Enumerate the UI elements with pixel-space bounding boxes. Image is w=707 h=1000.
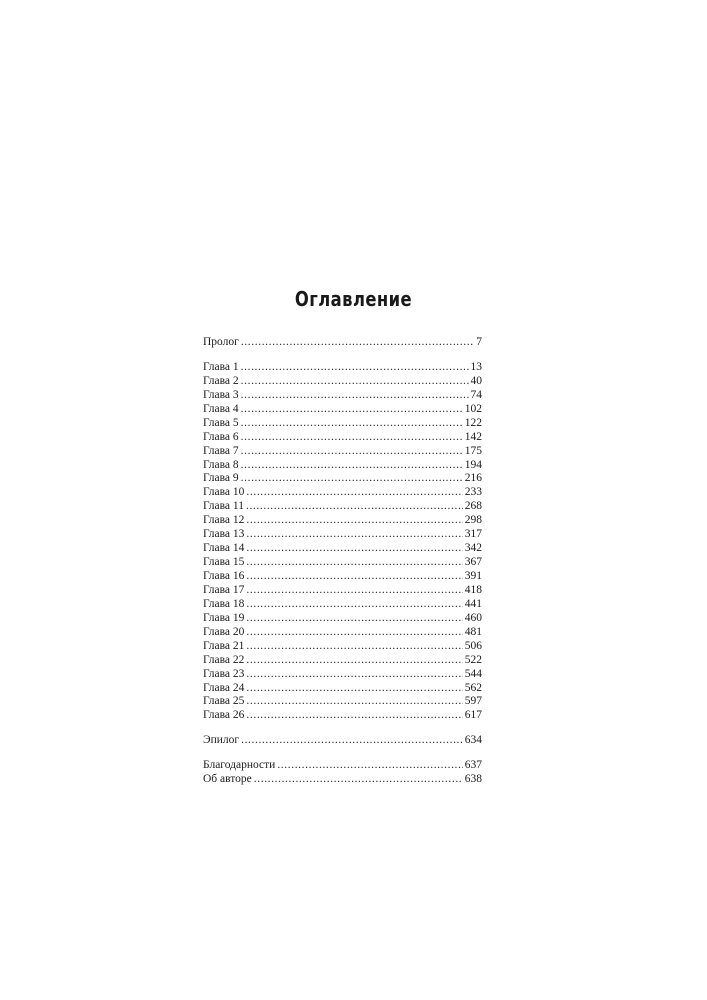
- toc-entry-page: 481: [464, 625, 482, 638]
- dot-leader: [246, 640, 462, 654]
- toc-entry-chapter[interactable]: [203, 612, 482, 626]
- toc-entry-chapter[interactable]: [203, 668, 482, 682]
- toc-entry-page: 298: [464, 514, 482, 527]
- toc-entry-page: 102: [464, 402, 482, 415]
- toc-entry-page: 367: [464, 556, 482, 569]
- toc-entry-label: Глава 13: [203, 528, 245, 541]
- dot-leader: [241, 734, 463, 748]
- toc-entry-page: 634: [464, 734, 482, 747]
- toc-entry-label: Глава 22: [203, 653, 245, 666]
- toc-entry-about-author[interactable]: [203, 773, 482, 787]
- toc-entry-page: 216: [464, 472, 482, 485]
- toc-entry-chapter[interactable]: [203, 459, 482, 473]
- toc-entry-label: Глава 26: [203, 709, 245, 722]
- toc-entry-page: 597: [464, 695, 482, 708]
- toc-entry-label: Глава 11: [203, 500, 244, 513]
- dot-leader: [254, 773, 463, 787]
- dot-leader: [246, 626, 462, 640]
- toc-entry-label: Глава 14: [203, 542, 245, 555]
- dot-leader: [277, 759, 462, 773]
- toc-entry-label: Глава 1: [203, 360, 239, 373]
- toc-entry-page: 74: [470, 388, 482, 401]
- toc-entry-chapter[interactable]: [203, 709, 482, 723]
- toc-entry-page: 13: [470, 360, 482, 373]
- toc-entry-chapter[interactable]: [203, 389, 482, 403]
- toc-entry-chapter[interactable]: [203, 500, 482, 514]
- toc-entry-page: 7: [476, 336, 482, 348]
- toc-entry-label: Глава 6: [203, 430, 239, 443]
- toc-entry-chapter[interactable]: [203, 682, 482, 696]
- dot-leader: [246, 528, 462, 542]
- toc-entry-chapter[interactable]: [203, 445, 482, 459]
- dot-leader: [241, 336, 474, 350]
- toc-entry-page: 544: [464, 667, 482, 680]
- toc-entry-epilogue[interactable]: [203, 734, 482, 748]
- toc-entry-label: Глава 25: [203, 695, 245, 708]
- page-title: Оглавление: [294, 287, 413, 311]
- toc-entry-chapter[interactable]: [203, 654, 482, 668]
- toc-entry-label: Глава 4: [203, 402, 239, 415]
- toc-entry-label: Глава 19: [203, 611, 245, 624]
- prologue-section: [203, 336, 482, 350]
- dot-leader: [246, 570, 462, 584]
- toc-entry-label: Глава 17: [203, 583, 245, 596]
- toc-entry-label: Пролог: [203, 336, 239, 348]
- toc-entry-page: 637: [464, 759, 482, 772]
- toc-entry-label: Глава 10: [203, 486, 245, 499]
- dot-leader: [241, 375, 469, 389]
- toc-entry-page: 122: [464, 416, 482, 429]
- toc-entry-chapter[interactable]: [203, 375, 482, 389]
- toc-entry-chapter[interactable]: [203, 584, 482, 598]
- toc-entry-chapter[interactable]: [203, 570, 482, 584]
- toc-entry-label: Глава 3: [203, 388, 239, 401]
- toc-entry-chapter[interactable]: [203, 417, 482, 431]
- toc-entry-page: 391: [464, 570, 482, 582]
- toc-entry-label: Глава 18: [203, 597, 245, 610]
- toc-entry-label: Глава 15: [203, 556, 245, 569]
- dot-leader: [246, 584, 462, 598]
- dot-leader: [241, 417, 463, 431]
- back-matter-section: [203, 759, 482, 787]
- table-of-contents: [203, 336, 482, 787]
- toc-entry-chapter[interactable]: [203, 514, 482, 528]
- toc-entry-chapter[interactable]: [203, 431, 482, 445]
- dot-leader: [241, 403, 463, 417]
- toc-entry-chapter[interactable]: [203, 542, 482, 556]
- toc-entry-label: Эпилог: [203, 734, 240, 747]
- toc-entry-chapter[interactable]: [203, 528, 482, 542]
- dot-leader: [241, 361, 469, 375]
- toc-entry-chapter[interactable]: [203, 598, 482, 612]
- dot-leader: [241, 472, 463, 486]
- toc-entry-page: 233: [464, 486, 482, 499]
- dot-leader: [246, 514, 462, 528]
- dot-leader: [246, 654, 462, 668]
- toc-entry-label: Глава 12: [203, 514, 245, 527]
- toc-entry-page: 418: [464, 583, 482, 596]
- toc-entry-chapter[interactable]: [203, 403, 482, 417]
- dot-leader: [246, 709, 462, 723]
- toc-entry-page: 175: [464, 444, 482, 457]
- toc-entry-page: 317: [464, 528, 482, 541]
- toc-entry-label: Глава 21: [203, 639, 245, 652]
- dot-leader: [241, 459, 463, 473]
- dot-leader: [246, 598, 462, 612]
- toc-entry-page: 506: [464, 639, 482, 652]
- toc-entry-chapter[interactable]: [203, 556, 482, 570]
- toc-entry-label: Глава 23: [203, 667, 245, 680]
- chapters-section: [203, 361, 482, 723]
- toc-entry-page: 441: [464, 597, 482, 610]
- toc-entry-page: 194: [464, 458, 482, 471]
- toc-entry-label: Глава 9: [203, 472, 239, 485]
- toc-entry-page: 40: [470, 374, 482, 387]
- toc-entry-chapter[interactable]: [203, 640, 482, 654]
- dot-leader: [246, 682, 462, 696]
- toc-entry-label: Глава 5: [203, 416, 239, 429]
- toc-entry-chapter[interactable]: [203, 486, 482, 500]
- dot-leader: [246, 500, 463, 514]
- toc-entry-acknowledgements[interactable]: [203, 759, 482, 773]
- toc-entry-chapter[interactable]: [203, 626, 482, 640]
- toc-entry-page: 460: [464, 611, 482, 624]
- dot-leader: [246, 542, 462, 556]
- toc-entry-prologue[interactable]: [203, 336, 482, 350]
- toc-entry-page: 522: [464, 653, 482, 666]
- toc-entry-page: 342: [464, 542, 482, 555]
- toc-entry-label: Глава 8: [203, 458, 239, 471]
- toc-entry-label: Глава 20: [203, 625, 245, 638]
- dot-leader: [246, 695, 462, 709]
- toc-entry-chapter[interactable]: [203, 472, 482, 486]
- epilogue-section: [203, 734, 482, 748]
- toc-entry-label: Глава 16: [203, 570, 245, 582]
- dot-leader: [241, 445, 463, 459]
- toc-entry-page: 617: [464, 709, 482, 722]
- dot-leader: [241, 389, 469, 403]
- toc-entry-chapter[interactable]: [203, 361, 482, 375]
- toc-entry-page: 562: [464, 681, 482, 694]
- toc-entry-label: Глава 2: [203, 374, 239, 387]
- dot-leader: [246, 612, 462, 626]
- dot-leader: [246, 486, 462, 500]
- toc-entry-page: 638: [464, 773, 482, 786]
- toc-entry-label: Глава 24: [203, 681, 245, 694]
- toc-entry-label: Благодарности: [203, 759, 276, 772]
- dot-leader: [246, 668, 462, 682]
- toc-entry-chapter[interactable]: [203, 695, 482, 709]
- toc-entry-page: 268: [464, 500, 482, 513]
- toc-entry-label: Об авторе: [203, 773, 252, 786]
- toc-entry-label: Глава 7: [203, 444, 239, 457]
- toc-entry-page: 142: [464, 430, 482, 443]
- dot-leader: [246, 556, 462, 570]
- dot-leader: [241, 431, 463, 445]
